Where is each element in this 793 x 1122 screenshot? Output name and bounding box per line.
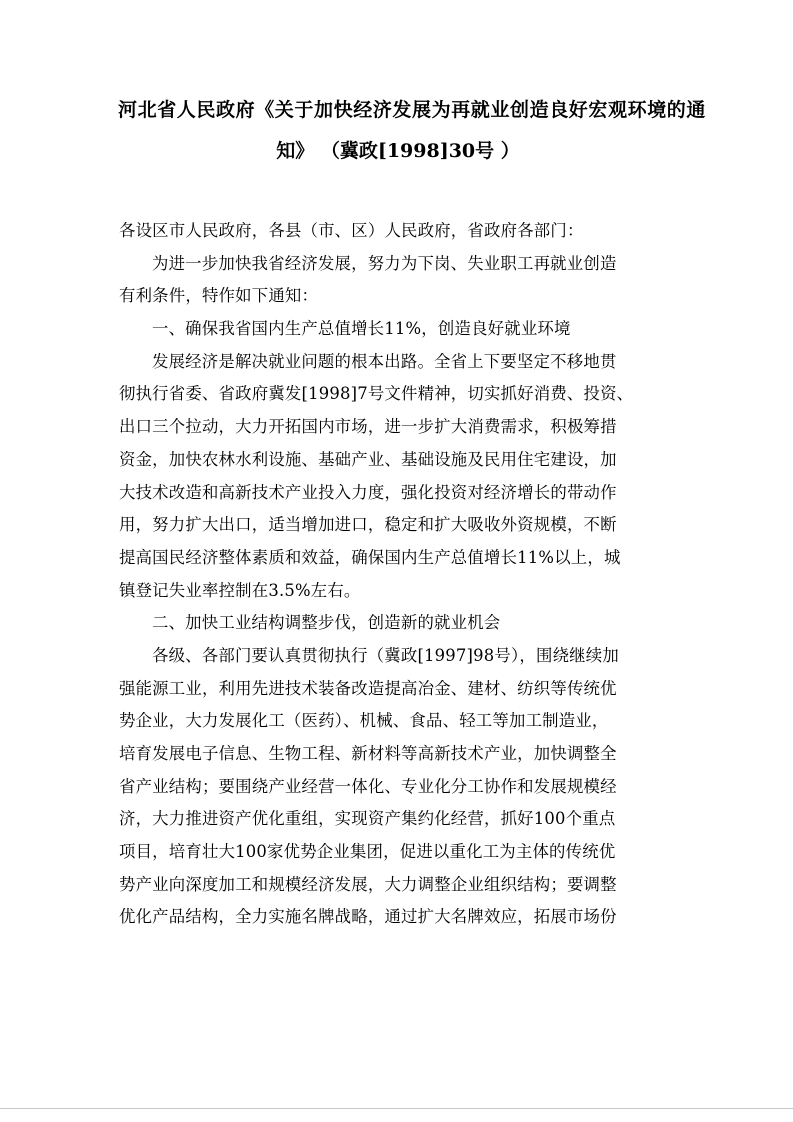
body-line: 彻执行省委、省政府冀发[1998]7号文件精神，切实抓好消费、投资、	[119, 384, 634, 404]
body-line: 用，努力扩大出口，适当增加进口，稳定和扩大吸收外资规模，不断	[119, 515, 617, 535]
body-line: 资金，加快农林水利设施、基础产业、基础设施及民用住宅建设，加	[119, 449, 617, 469]
body-line: 势企业，大力发展化工（医药）、机械、食品、轻工等加工制造业，	[119, 711, 609, 731]
body-line: 为进一步加快我省经济发展，努力为下岗、失业职工再就业创造	[152, 253, 617, 273]
body-line: 济，大力推进资产优化重组，实现资产集约化经营，抓好100个重点	[119, 809, 616, 829]
body-line: 项目，培育壮大100家优势企业集团，促进以重化工为主体的传统优	[119, 842, 616, 862]
body-line: 强能源工业，利用先进技术装备改造提高冶金、建材、纺织等传统优	[119, 678, 617, 698]
body-line: 势产业向深度加工和规模经济发展，大力调整企业组织结构；要调整	[119, 874, 617, 894]
body-line: 各级、各部门要认真贯彻执行（冀政[1997]98号），围绕继续加	[152, 645, 619, 665]
body-line: 一、确保我省国内生产总值增长11%，创造良好就业环境	[152, 319, 571, 339]
body-line: 培育发展电子信息、生物工程、新材料等高新技术产业，加快调整全	[119, 744, 617, 763]
title-line-1: 河北省人民政府《关于加快经济发展为再就业创造良好宏观环境的通	[118, 99, 707, 121]
body-line: 大技术改造和高新技术产业投入力度，强化投资对经济增长的带动作	[119, 482, 617, 502]
body-line: 二、加快工业结构调整步伐，创造新的就业机会	[152, 613, 501, 633]
title-line-2: 知》 （冀政[1998]30号 ）	[276, 140, 520, 162]
document-title	[118, 92, 707, 169]
body-line: 出口三个拉动，大力开拓国内市场，进一步扩大消费需求，积极筹措	[119, 417, 617, 437]
body-line: 提高国民经济整体素质和效益，确保国内生产总值增长11%以上，城	[119, 547, 621, 567]
body-line: 发展经济是解决就业问题的根本出路。全省上下要坚定不移地贯	[152, 351, 617, 371]
body-line: 省产业结构；要围绕产业经营一体化、专业化分工协作和发展规模经	[119, 776, 617, 796]
body-line: 优化产品结构，全力实施名牌战略，通过扩大名牌效应，拓展市场份	[119, 907, 617, 927]
document-body	[119, 215, 681, 934]
body-line: 各设区市人民政府，各县（市、区）人民政府，省政府各部门：	[119, 221, 584, 240]
page-bottom-divider	[0, 1108, 793, 1109]
body-line: 镇登记失业率控制在3.5%左右。	[119, 580, 361, 600]
body-line: 有利条件，特作如下通知：	[119, 286, 319, 306]
